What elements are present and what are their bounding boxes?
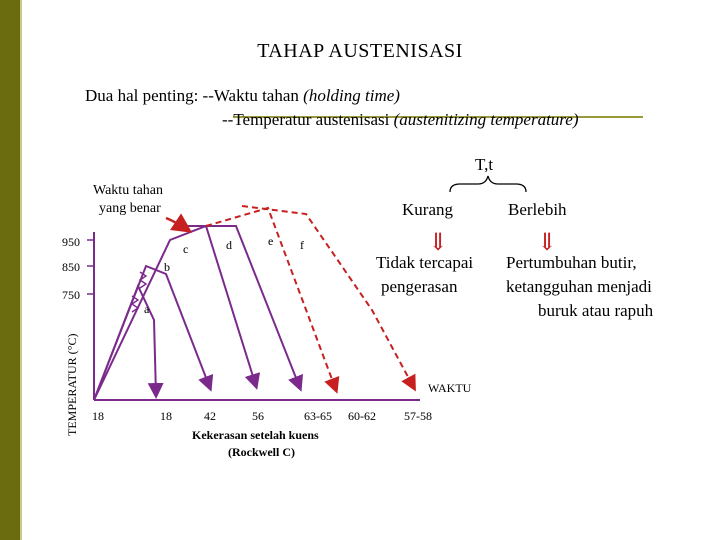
x-axis-label: WAKTU: [428, 381, 472, 395]
holding-time-label-2: yang benar: [99, 201, 161, 216]
hardness-caption-1: Kekerasan setelah kuens: [192, 428, 319, 442]
curve-label-f: f: [300, 238, 304, 252]
curve-label-c: c: [183, 242, 189, 256]
austenitizing-temperature-term: (austenitizing temperature): [393, 110, 579, 129]
holding-time-arrow: [166, 218, 188, 230]
berlebih-effect-1: Pertumbuhan butir,: [506, 253, 637, 272]
berlebih-effect-2: ketangguhan menjadi: [506, 277, 652, 296]
hardness-value-6: 60-62: [348, 409, 376, 423]
hardness-value-5: 63-65: [304, 409, 332, 423]
t-brace: [450, 176, 526, 192]
y-tick-750: 750: [62, 288, 80, 302]
hardness-value-3: 42: [204, 409, 216, 423]
subtitle-line2-prefix: --Temperatur austenisasi: [222, 110, 394, 129]
zigzag-b: [140, 272, 146, 288]
hardness-value-2: 18: [160, 409, 172, 423]
berlebih-effect-3: buruk atau rapuh: [538, 301, 654, 320]
berlebih-label: Berlebih: [508, 200, 567, 219]
curve-label-d: d: [226, 238, 232, 252]
curve-b: [94, 266, 210, 400]
kurang-label: Kurang: [402, 200, 453, 219]
slide-title: TAHAP AUSTENISASI: [257, 40, 463, 62]
kurang-effect-1: Tidak tercapai: [376, 253, 474, 272]
hardness-value-4: 56: [252, 409, 264, 423]
y-axis-label: TEMPERATUR (°C): [65, 333, 79, 436]
curve-label-a: a: [144, 302, 150, 316]
subtitle-prefix: Dua hal penting: --Waktu tahan: [85, 86, 304, 105]
hardness-value-1: 18: [92, 409, 104, 423]
down-arrow-berlebih-icon: ⇓: [537, 230, 558, 256]
curve-label-e: e: [268, 234, 274, 248]
hardness-caption-2: (Rockwell C): [228, 445, 295, 459]
holding-time-label-1: Waktu tahan: [93, 183, 164, 198]
curve-d: [176, 226, 300, 388]
holding-time-term: (holding time): [303, 86, 400, 105]
y-tick-950: 950: [62, 235, 80, 249]
curve-label-b: b: [164, 260, 170, 274]
hardness-value-7: 57-58: [404, 409, 432, 423]
y-tick-850: 850: [62, 260, 80, 274]
curve-c: [94, 226, 256, 400]
down-arrow-kurang-icon: ⇓: [428, 230, 449, 256]
t-label: T,t: [475, 155, 494, 174]
kurang-effect-2: pengerasan: [381, 277, 458, 296]
